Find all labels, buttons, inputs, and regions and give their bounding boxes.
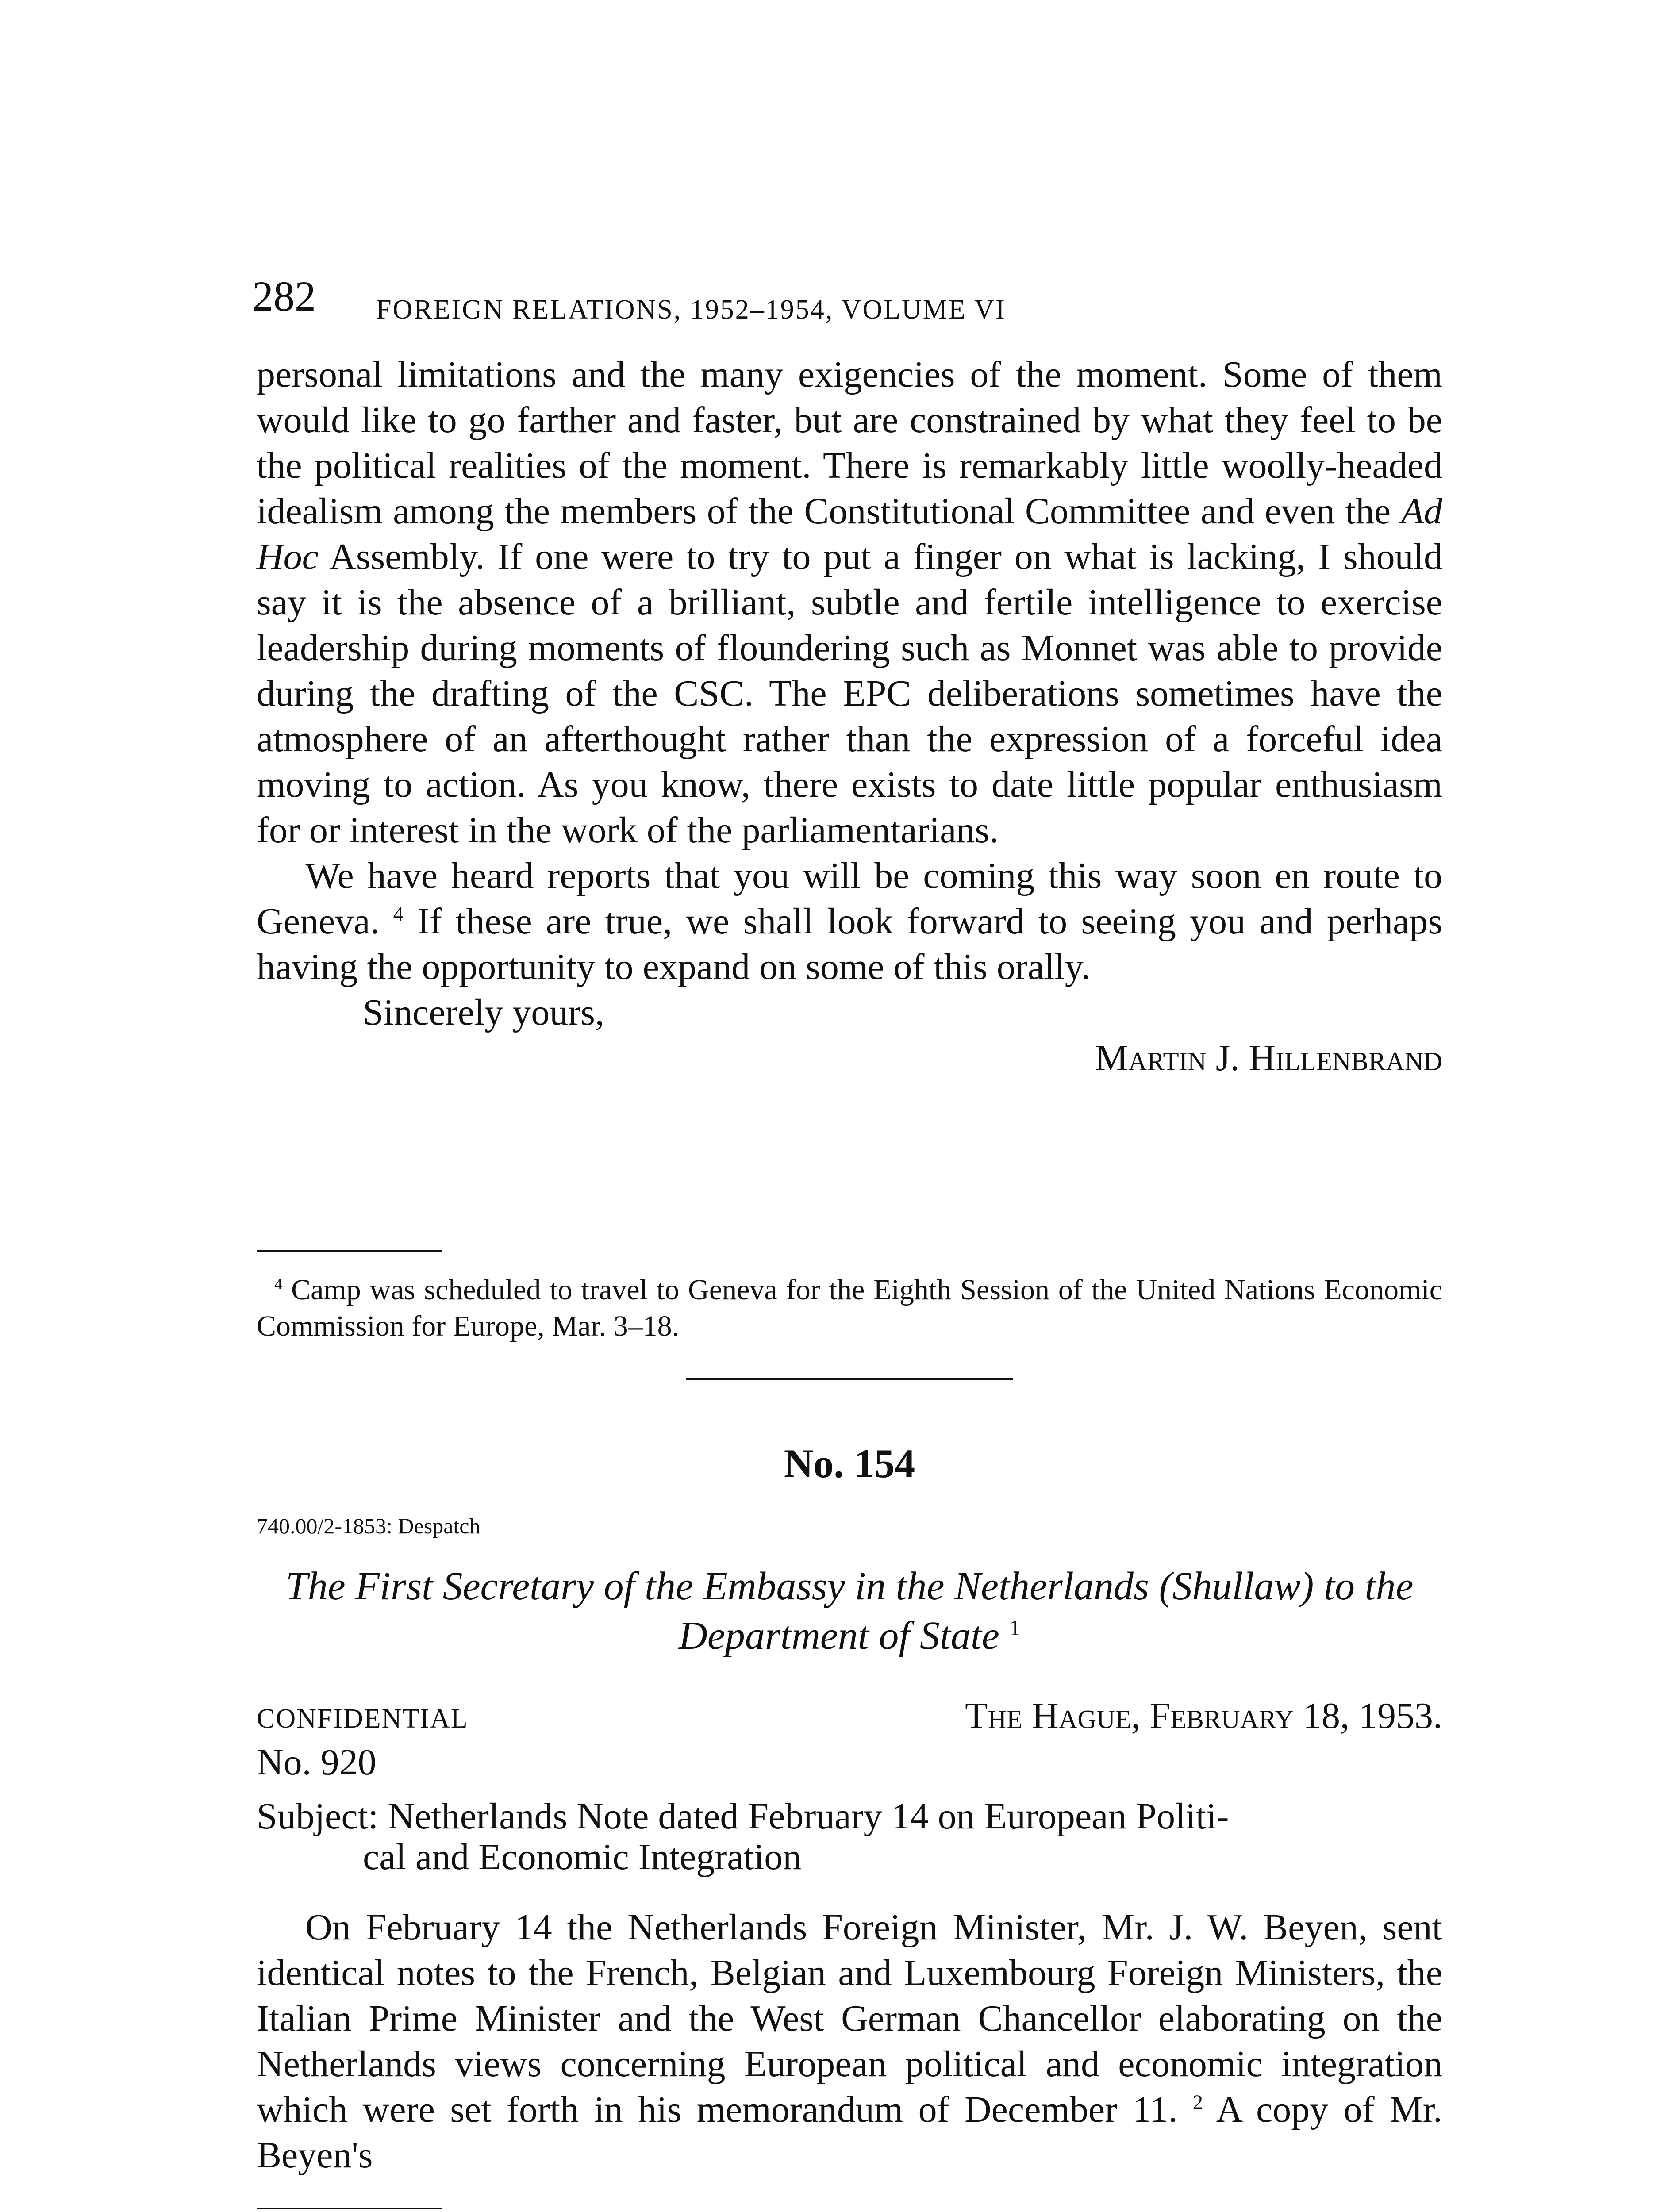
document-title: [257, 1562, 1442, 1661]
ad-hoc-italic: Ad Hoc: [257, 491, 1442, 577]
footnote-divider-2: [257, 2208, 442, 2209]
paragraph-2-text-a: We have heard reports that you will be coming this way soon en route to Geneva.: [257, 855, 1442, 942]
subject-line-2: cal and Economic Integration: [363, 1836, 802, 1878]
place-date: The Hague, February 18, 1953.: [965, 1695, 1442, 1736]
despatch-body-text-b: A copy of Mr. Beyen's: [257, 2089, 1442, 2176]
footnote-divider: [257, 1250, 442, 1252]
footnote-ref-1[interactable]: 1: [1009, 1616, 1021, 1640]
footnote-4-marker: 4: [274, 1275, 283, 1293]
despatch-body: [257, 1905, 1442, 2178]
footnote-4-text: Camp was scheduled to travel to Geneva for the Eighth Session of the United Nations Economic Commission for Europe, Mar. 3–18.: [257, 1274, 1443, 1342]
subject-line-1: Netherlands Note dated February 14 on European Politi-: [388, 1796, 1229, 1837]
paragraph-2-text-b: If these are true, we shall look forward to seeing you and perhaps having the opportunity to expand on some of this orally.: [257, 901, 1443, 987]
paragraph-1-rest: Assembly. If one were to try to put a finger on what is lacking, I should say it is the absence of a brilliant, subtle and fertile intelligence to exercise leadership during moments of floundering such as Monnet was able to provide during the drafting of the CSC. The EPC deliberations sometimes have the atmosphere of an afterthought rather than the expression of a forceful idea moving to action. As you know, there exists to date little popular enthusiasm for or interest in the work of the parliamentarians.: [257, 536, 1442, 851]
running-title: FOREIGN RELATIONS, 1952–1954, VOLUME VI: [376, 295, 1006, 325]
paragraph-1-text: personal limitations and the many exigencies of the moment. Some of them would like to go farther and faster, but are constrained by what they feel to be the political realities of the moment. There is remarkably little woolly-headed idealism among the members of the Constitutional Committee and even the: [257, 354, 1442, 532]
despatch-body-text-a: On February 14 the Netherlands Foreign Minister, Mr. J. W. Beyen, sent identical notes to the French, Belgian and Luxembourg Foreign Ministers, the Italian Prime Minister and the West German Chancellor elaborating on the Netherlands views concerning European political and economic integration which were set forth in his memorandum of December 11.: [257, 1907, 1442, 2130]
section-divider: [686, 1378, 1013, 1380]
letter-paragraph-2: [257, 853, 1442, 990]
footnote-ref-4[interactable]: 4: [393, 902, 404, 925]
closing: Sincerely yours,: [363, 992, 604, 1033]
letter-body: [257, 352, 1442, 1081]
page-number: 282: [252, 273, 316, 320]
file-reference: 740.00/2-1853: Despatch: [257, 1513, 480, 1538]
footnote-ref-2[interactable]: 2: [1192, 2091, 1203, 2113]
despatch-number: No. 920: [257, 1742, 377, 1783]
document-title-text: The First Secretary of the Embassy in the Netherlands (Shullaw) to the Department of State: [285, 1564, 1414, 1658]
letter-paragraph-1: [257, 352, 1442, 853]
footnote-4: [257, 1272, 1442, 1344]
document-number: No. 154: [784, 1441, 915, 1486]
subject-label: Subject:: [257, 1796, 379, 1837]
classification: CONFIDENTIAL: [257, 1704, 469, 1734]
subject: [257, 1796, 1442, 1878]
signature: Martin J. Hillenbrand: [1095, 1037, 1442, 1079]
